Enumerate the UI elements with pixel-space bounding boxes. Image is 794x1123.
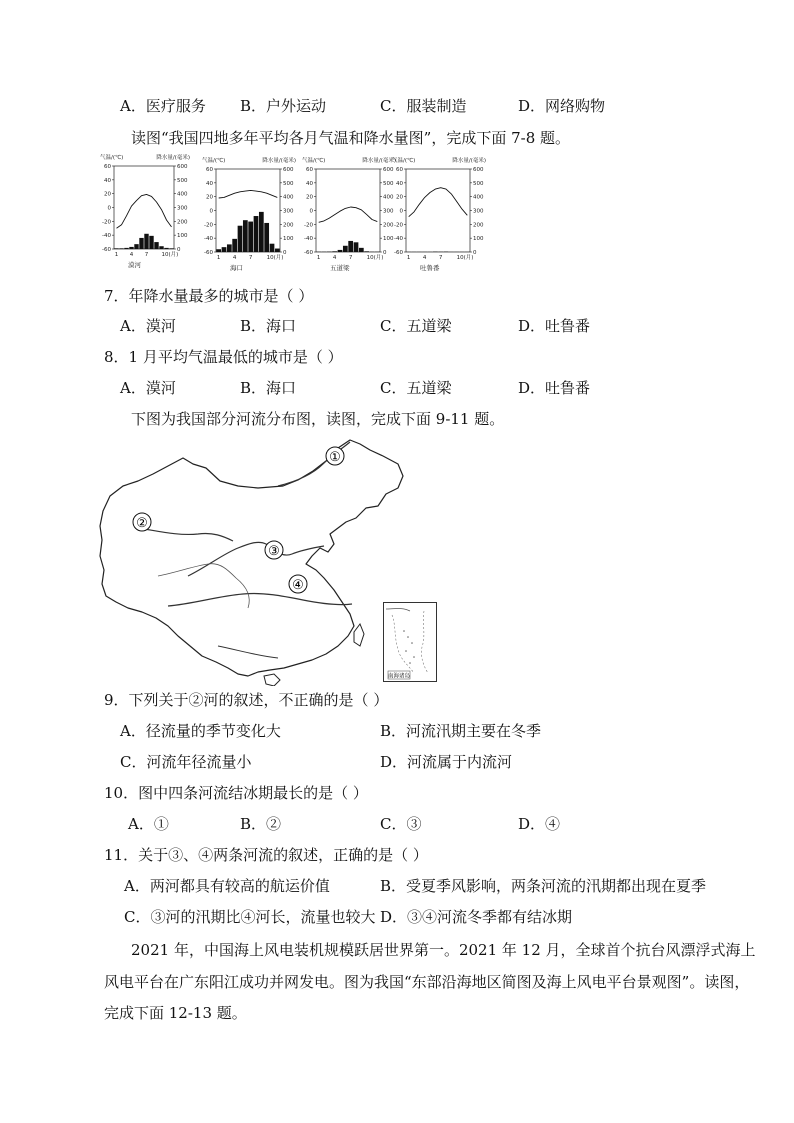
river-3	[188, 542, 324, 576]
precip-tick-label: 400	[473, 194, 484, 201]
temp-tick-label: 40	[396, 180, 403, 187]
climate-chart-mohe	[98, 152, 192, 270]
precip-bar	[227, 244, 232, 252]
precip-bar	[243, 220, 248, 252]
precip-tick-label: 200	[283, 222, 294, 229]
precip-bar	[149, 236, 153, 249]
precip-tick-label: 100	[383, 236, 394, 243]
temp-axis-title: 气温/(℃)	[202, 158, 226, 164]
q8-option-a: A．漠河	[120, 379, 176, 397]
temp-tick-label: 0	[107, 205, 111, 212]
temp-tick-label: -40	[394, 236, 403, 243]
precip-bar	[124, 248, 128, 249]
precip-bar	[338, 250, 343, 252]
month-tick-label: 1	[316, 255, 321, 261]
temp-tick-label: -60	[102, 247, 111, 253]
precip-tick-label: 600	[383, 167, 394, 173]
temp-tick-label: 40	[206, 180, 213, 187]
precip-bar	[119, 248, 123, 249]
precip-bar	[232, 239, 237, 252]
precip-tick-label: 500	[383, 180, 394, 187]
precip-tick-label: 600	[473, 167, 484, 173]
precip-tick-label: 0	[177, 247, 181, 253]
precip-tick-label: 100	[473, 236, 484, 243]
precip-tick-label: 0	[283, 250, 287, 256]
plot-frame	[216, 169, 280, 252]
temp-tick-label: 0	[399, 208, 403, 215]
q11-option-b: B．受夏季风影响，两条河流的汛期都出现在夏季	[380, 877, 707, 895]
month-tick-label: 1	[114, 252, 119, 258]
precip-bar	[169, 248, 173, 249]
precip-bar	[348, 241, 353, 252]
q9-option-d: D．河流属于内流河	[380, 753, 513, 771]
temp-tick-label: 0	[209, 208, 213, 215]
climate-chart-turpan	[390, 155, 488, 275]
q8-stem: 8．1 月平均气温最低的城市是（ ）	[104, 348, 343, 366]
temp-tick-label: 60	[306, 167, 313, 173]
q11-stem: 11．关于③、④两条河流的叙述，正确的是（ ）	[104, 846, 428, 864]
temp-tick-label: -20	[394, 222, 403, 229]
month-tick-label: 4	[422, 255, 427, 261]
temp-tick-label: 60	[104, 164, 111, 170]
precip-bar	[343, 246, 348, 252]
q10-option-a: A．①	[128, 815, 169, 833]
precip-bar	[129, 247, 133, 249]
taiwan-island	[354, 624, 364, 646]
precip-tick-label: 300	[283, 208, 294, 215]
temp-line	[409, 188, 468, 217]
inset-label: 南海诸岛	[387, 673, 411, 680]
temp-line	[219, 190, 278, 198]
precip-bar	[364, 251, 369, 252]
temp-tick-label: 60	[396, 167, 403, 173]
temp-tick-label: -60	[204, 250, 213, 256]
precip-tick-label: 400	[383, 194, 394, 201]
month-tick-label: 7	[248, 255, 253, 261]
precip-tick-label: 300	[177, 205, 188, 212]
q8-option-b: B．海口	[240, 379, 297, 397]
precip-bar	[264, 223, 269, 252]
precip-bar	[134, 244, 138, 249]
precip-bar	[222, 247, 227, 252]
intro-9-11: 下图为我国部分河流分布图，读图，完成下面 9-11 题。	[131, 410, 505, 428]
q10-option-d: D．④	[518, 815, 561, 833]
precip-bar	[159, 246, 163, 249]
river-label-1: ①	[329, 450, 341, 465]
temp-tick-label: 40	[104, 177, 111, 184]
temp-tick-label: -40	[304, 236, 313, 243]
precip-bar	[154, 242, 158, 249]
precip-bar	[216, 249, 221, 252]
temp-axis-title: 气温/(℃)	[302, 158, 326, 164]
precip-axis-title: 降水量/(毫米)	[362, 158, 396, 164]
precip-tick-label: 100	[283, 236, 294, 243]
precip-tick-label: 400	[177, 191, 188, 198]
climate-chart-wudaoliang	[300, 155, 398, 273]
q6-option-a: A．医疗服务	[120, 97, 206, 115]
month-tick-label: 4	[129, 252, 134, 258]
river-4	[168, 593, 352, 606]
climate-chart-haikou	[200, 155, 298, 273]
q6-option-c: C．服装制造	[380, 97, 467, 115]
precip-tick-label: 600	[283, 167, 294, 173]
temp-tick-label: 40	[306, 180, 313, 187]
precip-tick-label: 300	[383, 208, 394, 215]
temp-tick-label: -40	[102, 233, 111, 240]
precip-bar	[359, 248, 364, 252]
precip-tick-label: 0	[473, 250, 477, 256]
precip-bar	[354, 242, 359, 252]
temp-tick-label: 20	[206, 194, 213, 201]
precip-tick-label: 400	[283, 194, 294, 201]
precip-axis-title: 降水量/(毫米)	[156, 155, 190, 161]
precip-tick-label: 300	[473, 208, 484, 215]
q10-stem: 10．图中四条河流结冰期最长的是（ ）	[104, 784, 368, 802]
plot-frame	[406, 169, 470, 252]
q6-option-d: D．网络购物	[518, 97, 606, 115]
q10-option-c: C．③	[380, 815, 422, 833]
temp-tick-label: -20	[102, 219, 111, 226]
temp-tick-label: 20	[104, 191, 111, 198]
temp-tick-label: -20	[304, 222, 313, 229]
q7-option-a: A．漠河	[120, 317, 176, 335]
temp-tick-label: -60	[304, 250, 313, 256]
intro-12-13-line-2: 风电平台在广东阳江成功并网发电。图为我国“东部沿海地区简图及海上风电平台景观图”。读图，	[104, 973, 750, 991]
city-name: 吐鲁番	[420, 264, 440, 272]
river-2	[138, 528, 233, 541]
q9-stem: 9．下列关于②河的叙述，不正确的是（ ）	[104, 691, 389, 709]
temp-line	[117, 194, 172, 228]
month-tick-label: 1	[216, 255, 221, 261]
temp-tick-label: 0	[309, 208, 313, 215]
city-name: 五道梁	[330, 264, 350, 272]
q11-option-c: C．③河的汛期比④河长，流量也较大	[124, 908, 376, 926]
precip-bar	[248, 222, 253, 252]
precip-tick-label: 600	[177, 164, 188, 170]
month-tick-label: 10(月)	[456, 255, 474, 261]
precip-tick-label: 200	[473, 222, 484, 229]
precip-bar	[254, 216, 259, 252]
temp-tick-label: -20	[204, 222, 213, 229]
month-tick-label: 10(月)	[266, 255, 284, 261]
month-tick-label: 4	[232, 255, 237, 261]
month-tick-label: 7	[438, 255, 443, 261]
river-pearl	[218, 646, 278, 658]
temp-line	[319, 207, 378, 222]
precip-axis-title: 降水量/(毫米)	[262, 158, 296, 164]
q6-option-b: B．户外运动	[240, 97, 327, 115]
temp-tick-label: -40	[204, 236, 213, 243]
south-china-sea-inset	[383, 602, 437, 682]
q7-option-c: C．五道梁	[380, 317, 452, 335]
precip-tick-label: 0	[383, 250, 387, 256]
q10-option-b: B．②	[240, 815, 282, 833]
precip-bar	[238, 226, 243, 252]
temp-axis-title: 气温/(℃)	[392, 158, 416, 164]
precip-tick-label: 100	[177, 233, 188, 240]
river-label-3: ③	[268, 544, 280, 559]
precip-tick-label: 500	[283, 180, 294, 187]
q9-option-b: B．河流汛期主要在冬季	[380, 722, 542, 740]
precip-tick-label: 200	[177, 219, 188, 226]
precip-bar	[332, 251, 337, 252]
precip-bar	[275, 249, 280, 252]
river-label-2: ②	[136, 516, 148, 531]
q9-option-a: A．径流量的季节变化大	[120, 722, 281, 740]
month-tick-label: 10(月)	[366, 255, 384, 261]
precip-bar	[114, 248, 118, 249]
intro-12-13-line-3: 完成下面 12-13 题。	[104, 1004, 247, 1022]
hainan-island	[264, 674, 280, 686]
temp-axis-title: 气温/(℃)	[100, 155, 124, 161]
precip-tick-label: 500	[473, 180, 484, 187]
temp-tick-label: 60	[206, 167, 213, 173]
precip-bar	[144, 234, 148, 249]
precip-tick-label: 500	[177, 177, 188, 184]
month-tick-label: 10(月)	[161, 252, 179, 258]
q7-stem: 7．年降水量最多的城市是（ ）	[104, 287, 314, 305]
month-tick-label: 7	[348, 255, 353, 261]
q8-option-d: D．吐鲁番	[518, 379, 591, 397]
intro-7-8: 读图“我国四地多年平均各月气温和降水量图”，完成下面 7-8 题。	[131, 129, 571, 147]
month-tick-label: 7	[144, 252, 149, 258]
plot-frame	[316, 169, 380, 252]
month-tick-label: 4	[332, 255, 337, 261]
city-name: 海口	[230, 264, 243, 272]
q7-option-b: B．海口	[240, 317, 297, 335]
month-tick-label: 1	[406, 255, 411, 261]
temp-tick-label: -60	[394, 250, 403, 256]
precip-axis-title: 降水量/(毫米)	[452, 158, 486, 164]
plot-frame	[114, 166, 174, 249]
q11-option-a: A．两河都具有较高的航运价值	[124, 877, 330, 895]
precip-tick-label: 200	[383, 222, 394, 229]
q11-option-d: D．③④河流冬季都有结冰期	[380, 908, 573, 926]
precip-bar	[259, 212, 264, 252]
q9-option-c: C．河流年径流量小	[120, 753, 252, 771]
temp-tick-label: 20	[396, 194, 403, 201]
q7-option-d: D．吐鲁番	[518, 317, 591, 335]
intro-12-13-line-1: 2021 年，中国海上风电装机规模跃居世界第一。2021 年 12 月，全球首个抗台风漂浮式海上	[131, 941, 756, 959]
precip-bar	[139, 238, 143, 249]
temp-tick-label: 20	[306, 194, 313, 201]
city-name: 漠河	[128, 261, 141, 269]
river-label-4: ④	[292, 578, 304, 593]
plateau-boundary	[158, 564, 249, 608]
china-border	[100, 440, 403, 676]
precip-bar	[164, 248, 168, 249]
precip-bar	[270, 244, 275, 252]
q8-option-c: C．五道梁	[380, 379, 452, 397]
